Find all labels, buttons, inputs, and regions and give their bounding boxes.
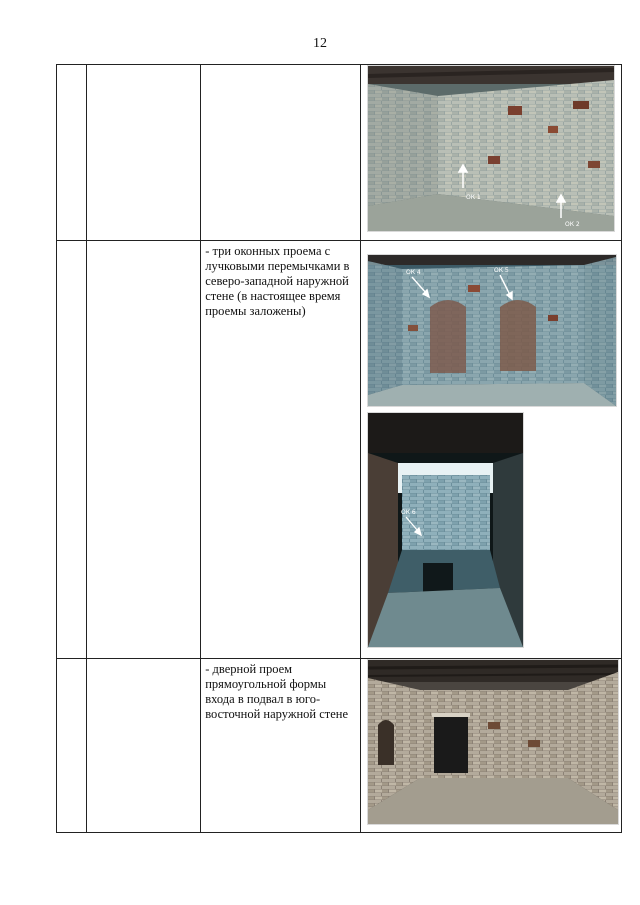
table-cell-number [57,241,87,659]
photo-marker-label: ОК 2 [565,221,580,228]
photo-window-openings [368,255,616,406]
photo-doorway-basement [368,660,618,824]
table-cell-element [87,241,201,659]
table-cell-description [201,65,360,241]
photo-marker-label: ОК 6 [401,509,416,516]
photo-interior-wall-1 [368,66,614,231]
table-cell-number [57,65,87,241]
table-cell-description: - дверной проем прямоугольной формы входа в подвал в юго-восточной наружной стене [201,659,360,833]
photo-marker-label: ОК 5 [494,267,509,274]
photo-marker-label: ОК 1 [466,194,481,201]
table-cell-number [57,659,87,833]
page-number: 12 [313,36,327,51]
table-cell-element [87,659,201,833]
table-cell-description: - три оконных проема с лучковыми перемычками в северо-западной наружной стене (в настоящее время проемы заложены) [201,241,360,659]
photo-window-niche [368,413,523,647]
photo-marker-label: ОК 4 [406,269,421,276]
table-cell-element [87,65,201,241]
